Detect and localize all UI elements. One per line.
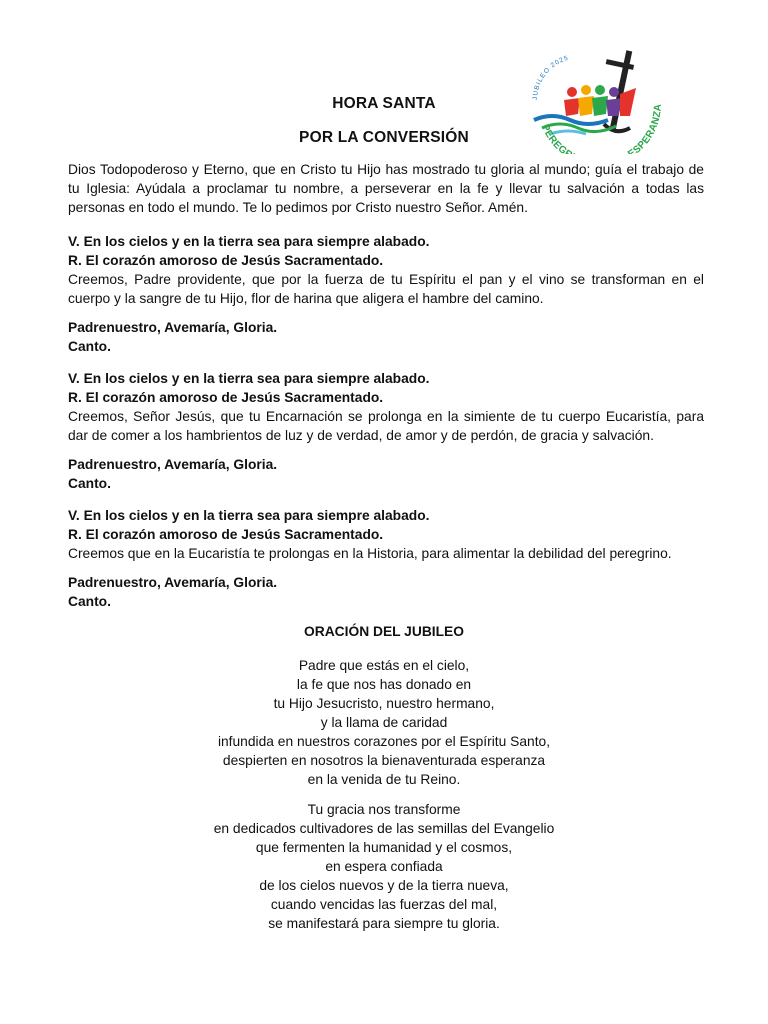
jubilee-2025-logo-icon <box>512 44 662 154</box>
section-2 <box>68 369 704 493</box>
jubilee-logo-graphic <box>512 44 662 154</box>
jubilee-prayer-stanza-2 <box>0 800 768 933</box>
meditation-text: Creemos, Señor Jesús, que tu Encarnación se prolonga en la simiente de tu cuerpo Eucaristía, para dar de comer a los hambrientos de luz y de verdad, de amor y de perdón, de gracia y salvación. <box>68 409 704 443</box>
logo-ring-text: PEREG ESPERAN <box>539 115 662 154</box>
logo-top-text: JUBILEO 2025 <box>531 54 570 101</box>
meditation-text: Creemos que en la Eucaristía te prolongas en la Historia, para alimentar la debilidad del peregrino. <box>68 546 672 561</box>
prayer-line: de los cielos nuevos y de la tierra nueva, <box>259 878 509 893</box>
prayer-line: despierten en nosotros la bienaventurada esperanza <box>222 753 546 768</box>
versicle: V. En los cielos y en la tierra sea para siempre alabado. <box>68 508 430 523</box>
prayer-line: cuando vencidas las fuerzas del mal, <box>270 897 498 912</box>
prayers-line: Padrenuestro, Avemaría, Gloria. <box>68 575 278 590</box>
meditation-text: Creemos, Padre providente, que por la fuerza de tu Espíritu el pan y el vino se transforman en el cuerpo y la sangre de tu Hijo, flor de harina que aligera el hambre del camino. <box>68 272 704 306</box>
prayer-line: tu Hijo Jesucristo, nuestro hermano, <box>273 696 495 711</box>
prayer-line: en espera confiada <box>325 859 443 874</box>
document-subtitle: POR LA CONVERSIÓN <box>299 129 469 146</box>
song-line: Canto. <box>68 476 111 491</box>
prayer-line: en dedicados cultivadores de las semillas del Evangelio <box>213 821 555 836</box>
response: R. El corazón amoroso de Jesús Sacramentado. <box>68 390 384 405</box>
prayer-line: Padre que estás en el cielo, <box>298 658 470 673</box>
versicle: V. En los cielos y en la tierra sea para siempre alabado. <box>68 234 430 249</box>
section-1 <box>68 232 704 356</box>
response: R. El corazón amoroso de Jesús Sacramentado. <box>68 527 384 542</box>
intro-text: Dios Todopoderoso y Eterno, que en Cristo tu Hijo has mostrado tu gloria al mundo; guía el trabajo de tu Iglesia: Ayúdala a proclamar tu nombre, a perseverar en la fe y llevar tu salvación a todas las personas en todo el mundo. Te lo pedimos por Cristo nuestro Señor. Amén. <box>68 162 704 215</box>
document-title: HORA SANTA <box>332 95 436 112</box>
song-line: Canto. <box>68 594 111 609</box>
intro-paragraph <box>68 160 704 217</box>
jubilee-prayer-stanza-1 <box>0 656 768 789</box>
prayer-line: y la llama de caridad <box>320 715 448 730</box>
song-line: Canto. <box>68 339 111 354</box>
prayer-line: Tu gracia nos transforme <box>307 802 461 817</box>
prayer-line: la fe que nos has donado en <box>296 677 472 692</box>
section-3 <box>68 506 704 611</box>
svg-text:JUBILEO 2025 <box>532 55 570 101</box>
prayers-line: Padrenuestro, Avemaría, Gloria. <box>68 457 278 472</box>
prayer-line: infundida en nuestros corazones por el Espíritu Santo, <box>217 734 551 749</box>
prayer-line: que fermenten la humanidad y el cosmos, <box>255 840 513 855</box>
prayer-line: en la venida de tu Reino. <box>307 772 461 787</box>
prayers-line: Padrenuestro, Avemaría, Gloria. <box>68 320 278 335</box>
response: R. El corazón amoroso de Jesús Sacramentado. <box>68 253 384 268</box>
jubilee-prayer-title: ORACIÓN DEL JUBILEO <box>304 624 464 639</box>
prayer-line: se manifestará para siempre tu gloria. <box>268 916 500 931</box>
versicle: V. En los cielos y en la tierra sea para siempre alabado. <box>68 371 430 386</box>
